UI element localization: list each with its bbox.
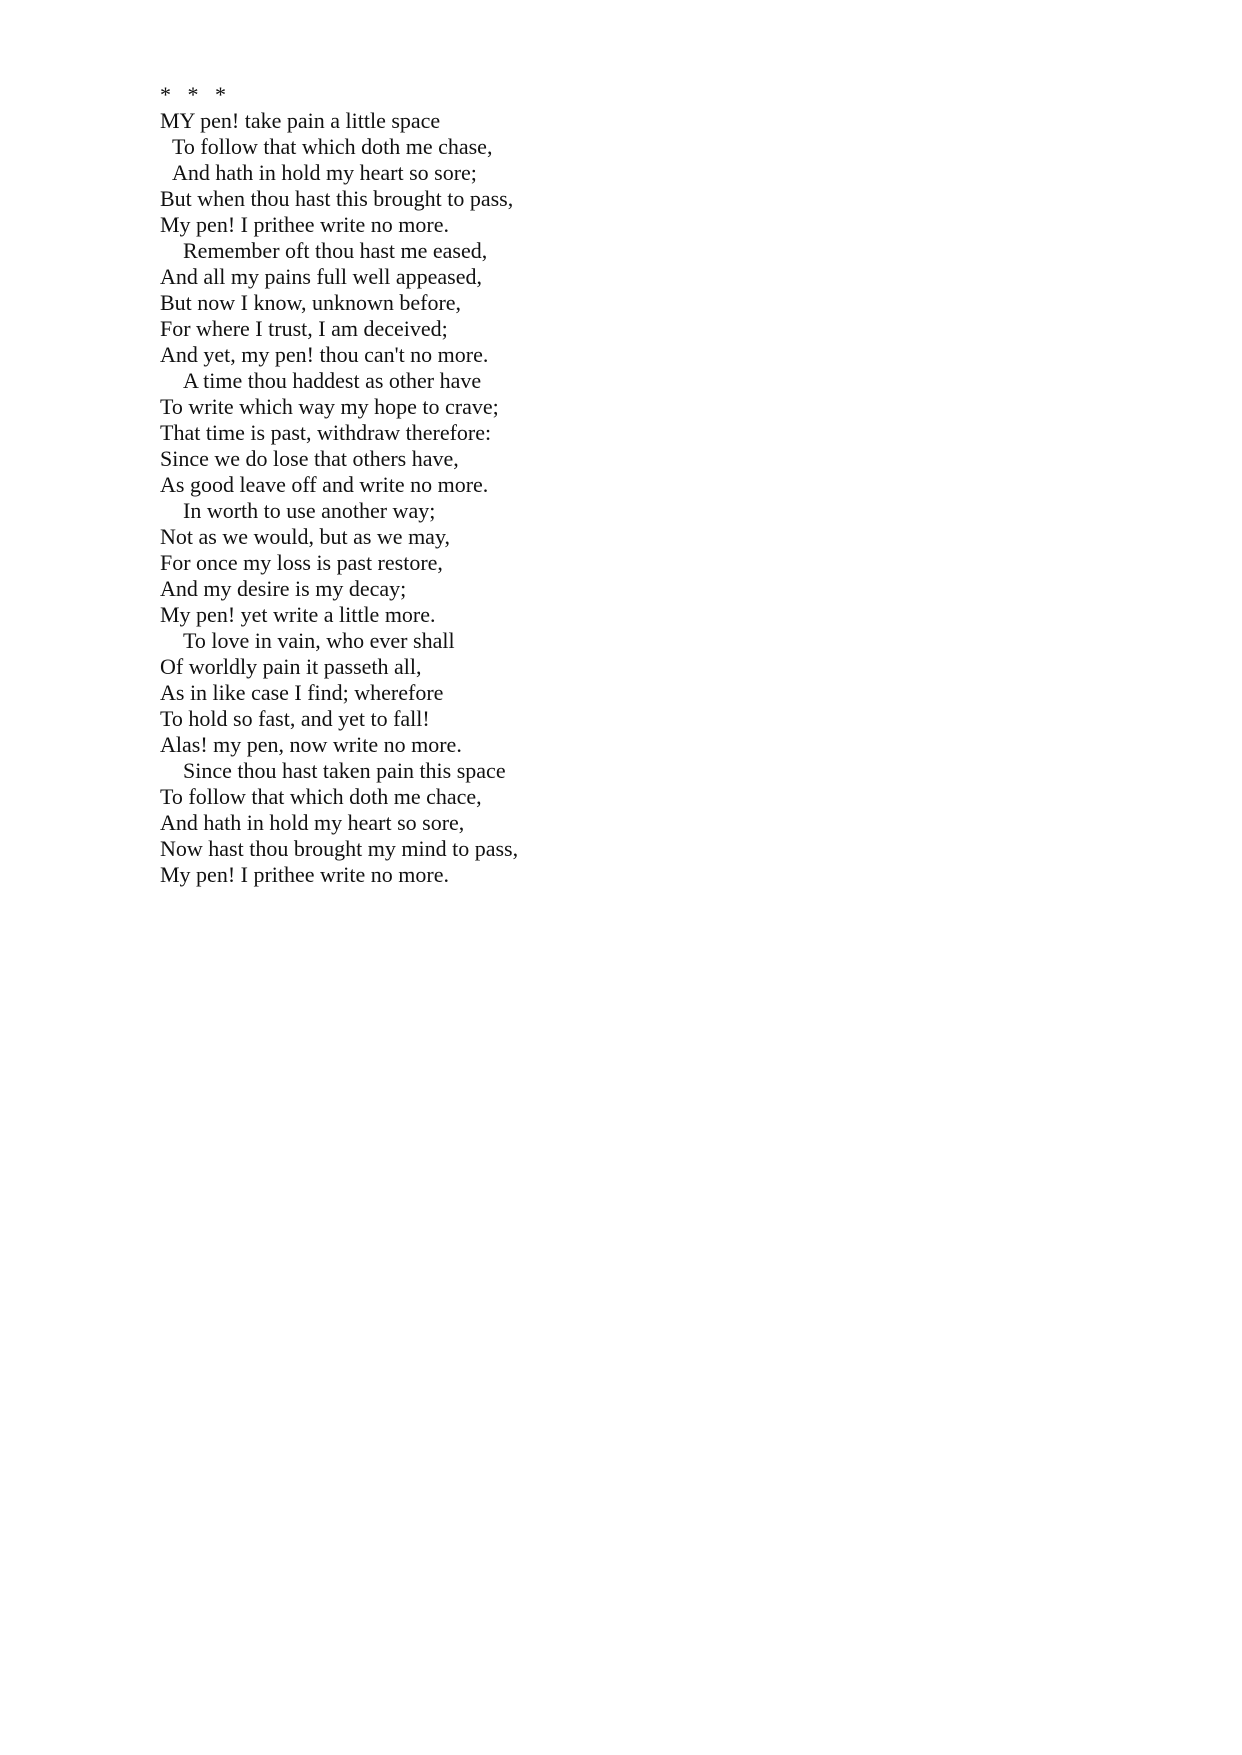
poem-line-11: A time thou haddest as other have [183,368,482,393]
poem-line-30: My pen! I prithee write no more. [160,862,449,887]
poem-line-1: MY pen! take pain a little space [160,108,441,133]
poem-line-3: And hath in hold my heart so sore; [172,160,477,185]
poem-line-19: And my desire is my decay; [160,576,407,601]
poem-line-29: Now hast thou brought my mind to pass, [160,836,519,861]
poem-body [160,82,518,888]
poem-line-15: As good leave off and write no more. [160,472,489,497]
poem-line-9: For where I trust, I am deceived; [160,316,448,341]
poem-line-14: Since we do lose that others have, [160,446,459,471]
poem-line-18: For once my loss is past restore, [160,550,443,575]
poem-line-12: To write which way my hope to crave; [160,394,499,419]
poem-line-27: To follow that which doth me chace, [160,784,482,809]
poem-line-13: That time is past, withdraw therefore: [160,420,492,445]
poem-line-17: Not as we would, but as we may, [160,524,451,549]
poem-line-26: Since thou hast taken pain this space [183,758,506,783]
poem-line-22: Of worldly pain it passeth all, [160,654,422,679]
poem-line-23: As in like case I find; wherefore [160,680,444,705]
poem-line-2: To follow that which doth me chase, [172,134,493,159]
poem-line-5: My pen! I prithee write no more. [160,212,449,237]
poem-line-16: In worth to use another way; [183,498,436,523]
poem-line-4: But when thou hast this brought to pass, [160,186,514,211]
poem-line-20: My pen! yet write a little more. [160,602,436,627]
poem-line-21: To love in vain, who ever shall [183,628,455,653]
section-separator: * * * [160,82,226,107]
poem-line-6: Remember oft thou hast me eased, [183,238,488,263]
poem-line-10: And yet, my pen! thou can't no more. [160,342,489,367]
poem-line-28: And hath in hold my heart so sore, [160,810,465,835]
poem-line-7: And all my pains full well appeased, [160,264,482,289]
poem-line-24: To hold so fast, and yet to fall! [160,706,430,731]
poem-line-8: But now I know, unknown before, [160,290,462,315]
poem-line-25: Alas! my pen, now write no more. [160,732,462,757]
